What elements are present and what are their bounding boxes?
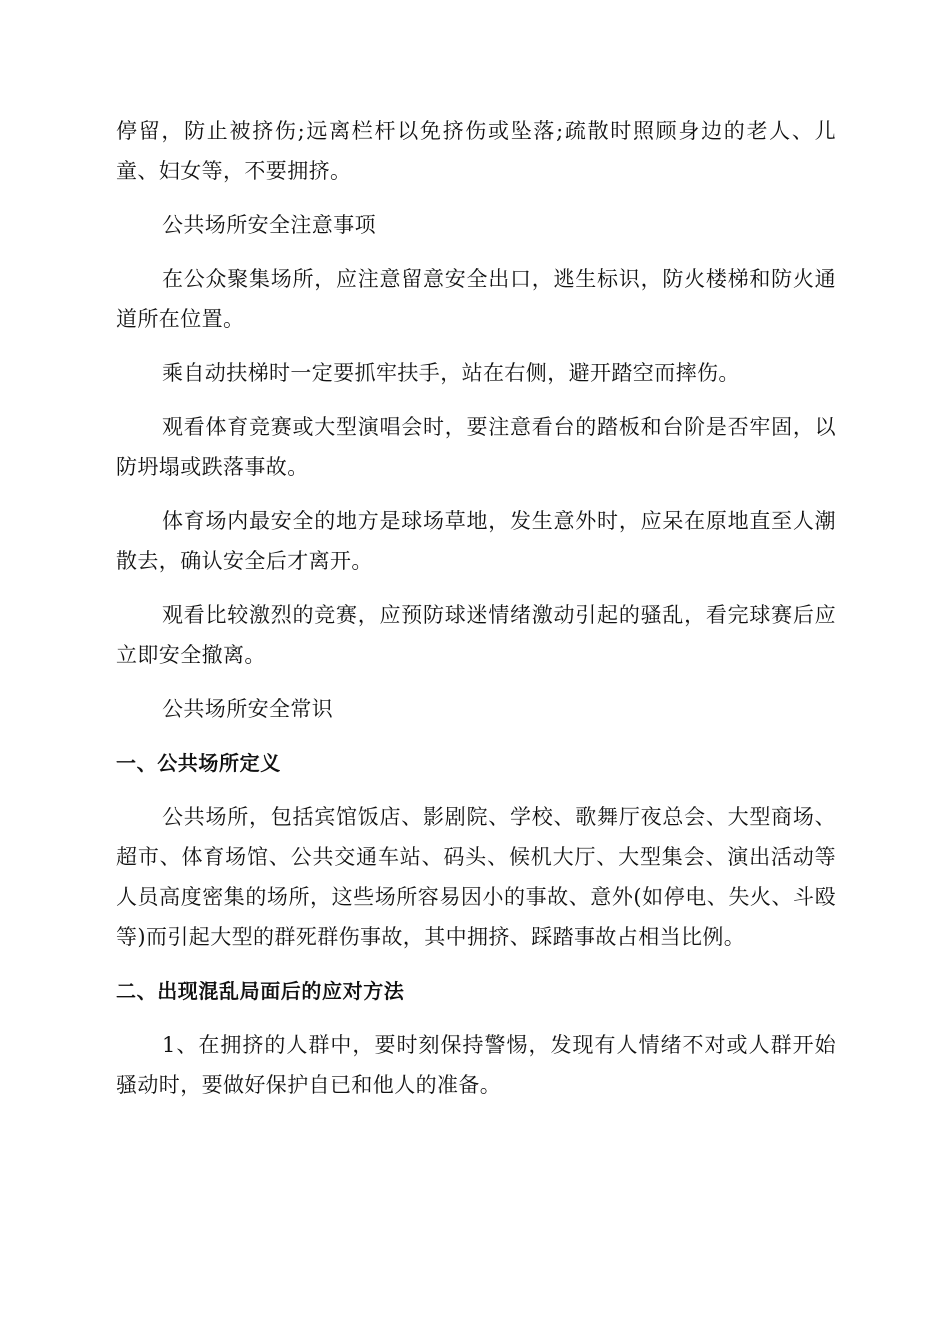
section-title-paragraph: 公共场所安全注意事项: [162, 213, 376, 237]
body-paragraph: 乘自动扶梯时一定要抓牢扶手，站在右侧，避开踏空而摔伤。: [162, 361, 740, 385]
section-title-paragraph: 公共场所安全常识: [162, 697, 334, 721]
body-paragraph: 在公众聚集场所，应注意留意安全出口，逃生标识，防火楼梯和防火通道所在位置。: [116, 267, 836, 331]
document-body: [116, 111, 836, 1119]
body-paragraph: 观看体育竞赛或大型演唱会时，要注意看台的踏板和台阶是否牢固，以防坍塌或跌落事故。: [116, 415, 836, 479]
section-heading: 一、公共场所定义: [116, 751, 281, 775]
body-paragraph: 体育场内最安全的地方是球场草地，发生意外时，应呆在原地直至人潮散去，确认安全后才离开。: [116, 509, 836, 573]
body-paragraph: 观看比较激烈的竞赛，应预防球迷情绪激动引起的骚乱，看完球赛后应立即安全撤离。: [116, 603, 836, 667]
section-heading: 二、出现混乱局面后的应对方法: [116, 979, 405, 1003]
body-paragraph: 公共场所，包括宾馆饭店、影剧院、学校、歌舞厅夜总会、大型商场、超市、体育场馆、公共交通车站、码头、候机大厅、大型集会、演出活动等人员高度密集的场所，这些场所容易因小的事故、意外(如停电、失火、斗殴等)而引起大型的群死群伤事故，其中拥挤、踩踏事故占相当比例。: [116, 805, 836, 949]
body-paragraph: 停留，防止被挤伤;远离栏杆以免挤伤或坠落;疏散时照顾身边的老人、儿童、妇女等，不要拥挤。: [116, 119, 836, 183]
body-paragraph: 1、在拥挤的人群中，要时刻保持警惕，发现有人情绪不对或人群开始骚动时，要做好保护自已和他人的准备。: [116, 1033, 836, 1097]
